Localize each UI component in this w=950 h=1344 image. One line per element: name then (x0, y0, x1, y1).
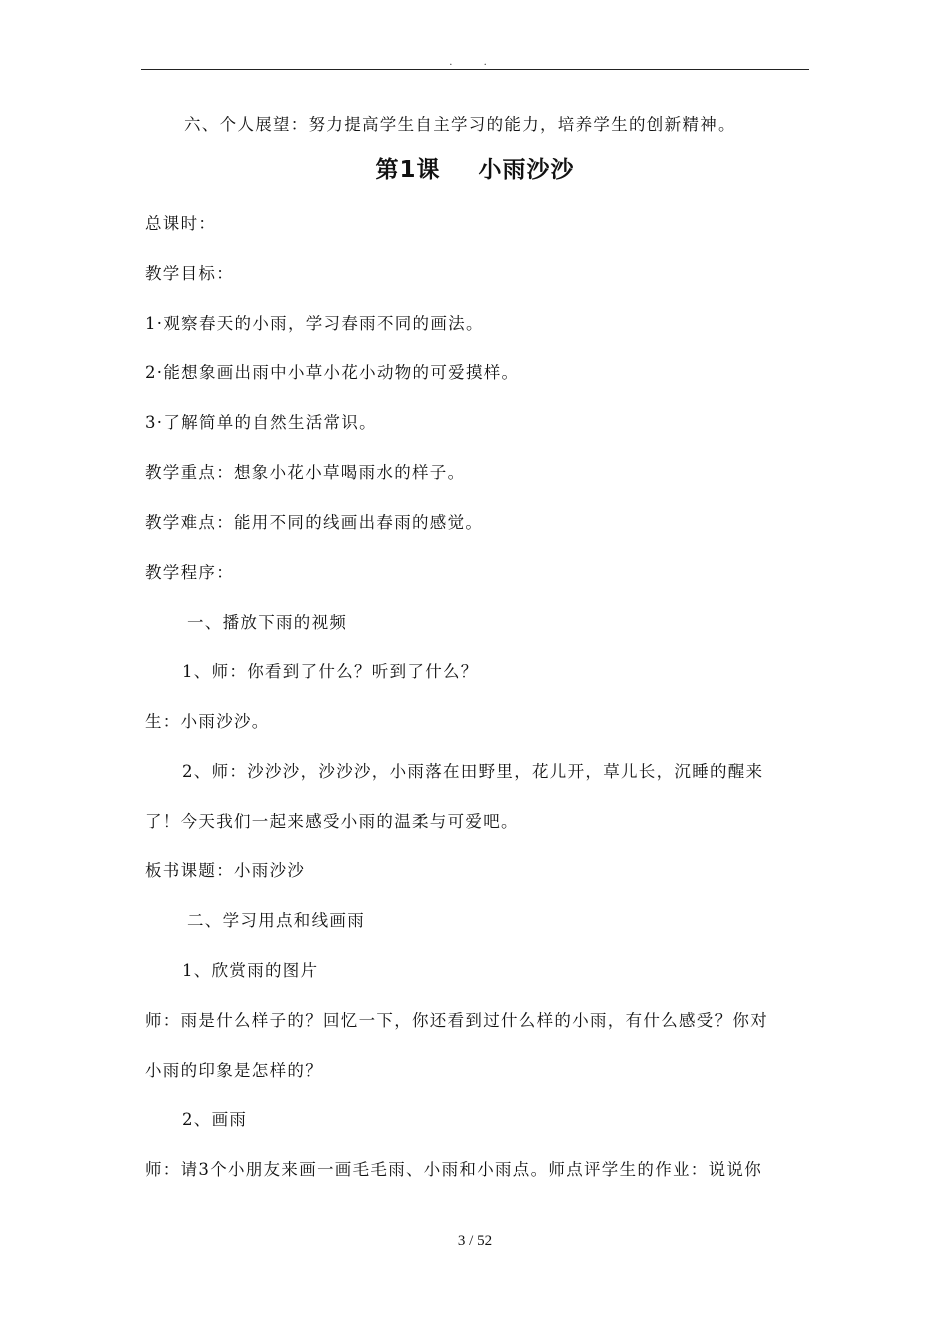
dialogue-line: 小雨的印象是怎样的？ (145, 1061, 323, 1080)
goal-item-3: 3·了解简单的自然生活常识。 (145, 413, 377, 432)
lesson-title (0, 155, 950, 185)
sub-heading: 1、欣赏雨的图片 (182, 961, 319, 980)
lesson-name: 小雨沙沙 (478, 157, 575, 183)
dialogue-line: 了！今天我们一起来感受小雨的温柔与可爱吧。 (145, 812, 519, 831)
dialogue-line: 1、师：你看到了什么？听到了什么？ (182, 662, 479, 681)
teaching-procedure-heading: 教学程序： (145, 563, 234, 582)
section-heading-2: 二、学习用点和线画雨 (187, 911, 365, 930)
teaching-focus: 教学重点：想象小花小草喝雨水的样子。 (145, 463, 466, 482)
intro-line: 六、个人展望：努力提高学生自主学习的能力，培养学生的创新精神。 (184, 115, 736, 134)
teaching-goals-heading: 教学目标： (145, 264, 234, 283)
header-dots: . . (449, 57, 501, 68)
page-number: 3 / 52 (457, 1233, 493, 1249)
board-title: 板书课题：小雨沙沙 (145, 861, 306, 880)
goal-item-2: 2·能想象画出雨中小草小花小动物的可爱摸样。 (145, 363, 520, 382)
header-rule (141, 69, 809, 70)
dialogue-line: 师：雨是什么样子的？回忆一下，你还看到过什么样的小雨，有什么感受？你对 (145, 1011, 768, 1030)
sub-heading: 2、画雨 (182, 1110, 248, 1129)
dialogue-line: 生：小雨沙沙。 (145, 712, 270, 731)
teaching-difficulty: 教学难点：能用不同的线画出春雨的感觉。 (145, 513, 484, 532)
section-heading-1: 一、播放下雨的视频 (187, 613, 348, 632)
total-hours-label: 总课时： (145, 214, 217, 233)
dialogue-line: 师：请3个小朋友来画一画毛毛雨、小雨和小雨点。师点评学生的作业：说说你 (145, 1160, 762, 1179)
dialogue-line: 2、师：沙沙沙，沙沙沙，小雨落在田野里，花儿开，草儿长，沉睡的醒来 (182, 762, 764, 781)
goal-item-1: 1·观察春天的小雨，学习春雨不同的画法。 (145, 314, 484, 333)
lesson-number: 第1课 (375, 157, 441, 183)
